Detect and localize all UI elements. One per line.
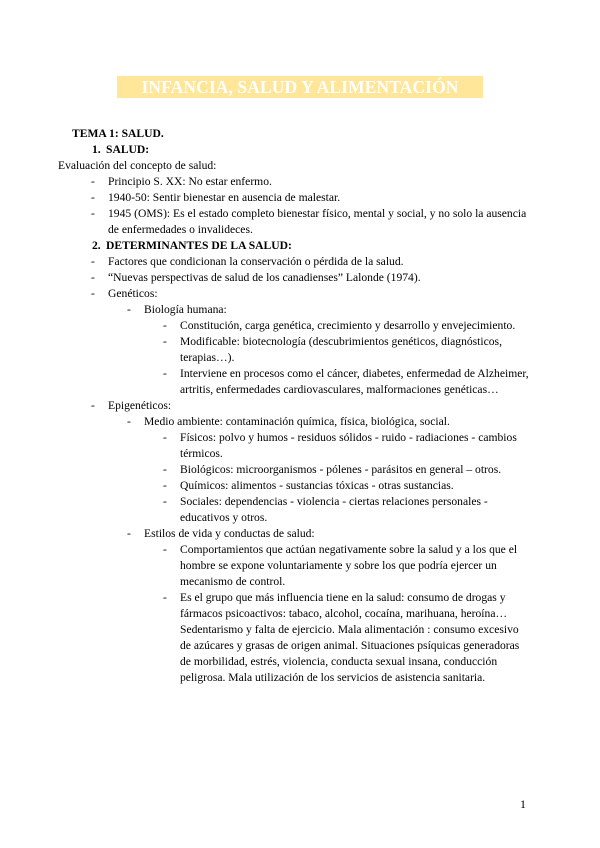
- list-item-medio-ambiente: [108, 414, 532, 526]
- list-item-biologia: [108, 302, 532, 398]
- list-item: [144, 318, 532, 334]
- list-item: [144, 478, 532, 494]
- dash-bullet: -: [163, 319, 167, 332]
- dash-bullet: -: [163, 543, 167, 556]
- document-body: [58, 126, 532, 686]
- list-item-text: 1945 (OMS): Es el estado completo bienestar físico, mental y social, y no solo la ausencia de enfermedades o invalideces.: [108, 207, 527, 236]
- dash-bullet: -: [163, 495, 167, 508]
- list-item-text: Biológicos: microorganismos - pólenes - parásitos en general – otros.: [180, 463, 502, 476]
- list-item-text: 1940-50: Sentir bienestar en ausencia de malestar.: [108, 191, 341, 204]
- list-item: [144, 590, 532, 686]
- biologia-sublist: [144, 318, 532, 398]
- dash-bullet: -: [163, 431, 167, 444]
- list-item: [72, 254, 532, 270]
- section-heading-determinantes: [92, 238, 532, 254]
- geneticos-sublist: [72, 302, 532, 398]
- list-item: [72, 174, 532, 190]
- list-item: [144, 494, 532, 526]
- dash-bullet: -: [163, 591, 167, 604]
- dash-bullet: -: [91, 287, 95, 300]
- dash-bullet: -: [127, 527, 131, 540]
- page-number: 1: [520, 797, 526, 811]
- section-heading-salud: [92, 142, 532, 158]
- section-number: 2.: [92, 239, 101, 252]
- dash-bullet: -: [91, 191, 95, 204]
- salud-list: [72, 174, 532, 238]
- dash-bullet: -: [127, 415, 131, 428]
- dash-bullet: -: [163, 463, 167, 476]
- dash-bullet: -: [91, 207, 95, 220]
- list-item-text: Medio ambiente: contaminación química, física, biológica, social.: [144, 415, 450, 428]
- section-title: SALUD:: [106, 143, 150, 156]
- list-item-text: Sociales: dependencias - violencia - ciertas relaciones personales - educativos y otros.: [180, 495, 488, 524]
- list-item-geneticos: [72, 286, 532, 398]
- list-item-epigeneticos: [72, 398, 532, 686]
- list-item: [144, 334, 532, 366]
- dash-bullet: -: [163, 335, 167, 348]
- dash-bullet: -: [91, 175, 95, 188]
- list-item-text: Factores que condicionan la conservación o pérdida de la salud.: [108, 255, 404, 268]
- medio-ambiente-sublist: [144, 430, 532, 526]
- list-item-text: Biología humana:: [144, 303, 227, 316]
- dash-bullet: -: [163, 367, 167, 380]
- list-item: [72, 190, 532, 206]
- intro-text: Evaluación del concepto de salud:: [58, 159, 217, 172]
- list-item-text: Comportamientos que actúan negativamente sobre la salud y a los que el hombre se expone voluntariamente y sobre los que podría ejercer un mecanismo de control.: [180, 543, 518, 588]
- dash-bullet: -: [127, 303, 131, 316]
- section-title: DETERMINANTES DE LA SALUD:: [106, 239, 292, 252]
- list-item: [144, 430, 532, 462]
- list-item-estilos-de-vida: [108, 526, 532, 686]
- section-number: 1.: [92, 143, 101, 156]
- list-item-text: Estilos de vida y conductas de salud:: [144, 527, 315, 540]
- list-item: [144, 366, 532, 398]
- list-item: [72, 270, 532, 286]
- epigeneticos-sublist: [72, 414, 532, 686]
- dash-bullet: -: [91, 399, 95, 412]
- dash-bullet: -: [91, 255, 95, 268]
- list-item-text: Principio S. XX: No estar enfermo.: [108, 175, 272, 188]
- list-item-text: Es el grupo que más influencia tiene en la salud: consumo de drogas y fármacos psicoactivos: tabaco, alcohol, cocaína, marihuana, heroína… Sedentarismo y falta de ejercicio. Mala alimentación : consumo excesivo de azúcares y grasas de origen animal. Situaciones psíquicas generadoras de morbilidad, estrés, violencia, conducta sexual insana, conducción peligrosa. Mala utilización de los servicios de asistencia sanitaria.: [180, 591, 520, 684]
- list-item-text: Químicos: alimentos - sustancias tóxicas - otras sustancias.: [180, 479, 454, 492]
- dash-bullet: -: [163, 479, 167, 492]
- topic-heading: TEMA 1: SALUD.: [72, 127, 164, 140]
- list-item-text: Genéticos:: [108, 287, 158, 300]
- document-title: INFANCIA, SALUD Y ALIMENTACIÓN: [117, 76, 483, 98]
- list-item-text: Epigenéticos:: [108, 399, 172, 412]
- list-item-text: Físicos: polvo y humos - residuos sólidos - ruido - radiaciones - cambios térmicos.: [180, 431, 517, 460]
- list-item-text: Modificable: biotecnología (descubrimientos genéticos, diagnósticos, terapias…).: [180, 335, 502, 364]
- dash-bullet: -: [91, 271, 95, 284]
- list-item: [144, 462, 532, 478]
- list-item-text: “Nuevas perspectivas de salud de los canadienses” Lalonde (1974).: [108, 271, 421, 284]
- list-item-text: Constitución, carga genética, crecimiento y desarrollo y envejecimiento.: [180, 319, 516, 332]
- list-item: [144, 542, 532, 590]
- list-item: [72, 206, 532, 238]
- determinantes-list: [72, 254, 532, 686]
- estilos-sublist: [144, 542, 532, 686]
- list-item-text: Interviene en procesos como el cáncer, diabetes, enfermedad de Alzheimer, artritis, enfermedades cardiovasculares, malformaciones genéticas…: [180, 367, 529, 396]
